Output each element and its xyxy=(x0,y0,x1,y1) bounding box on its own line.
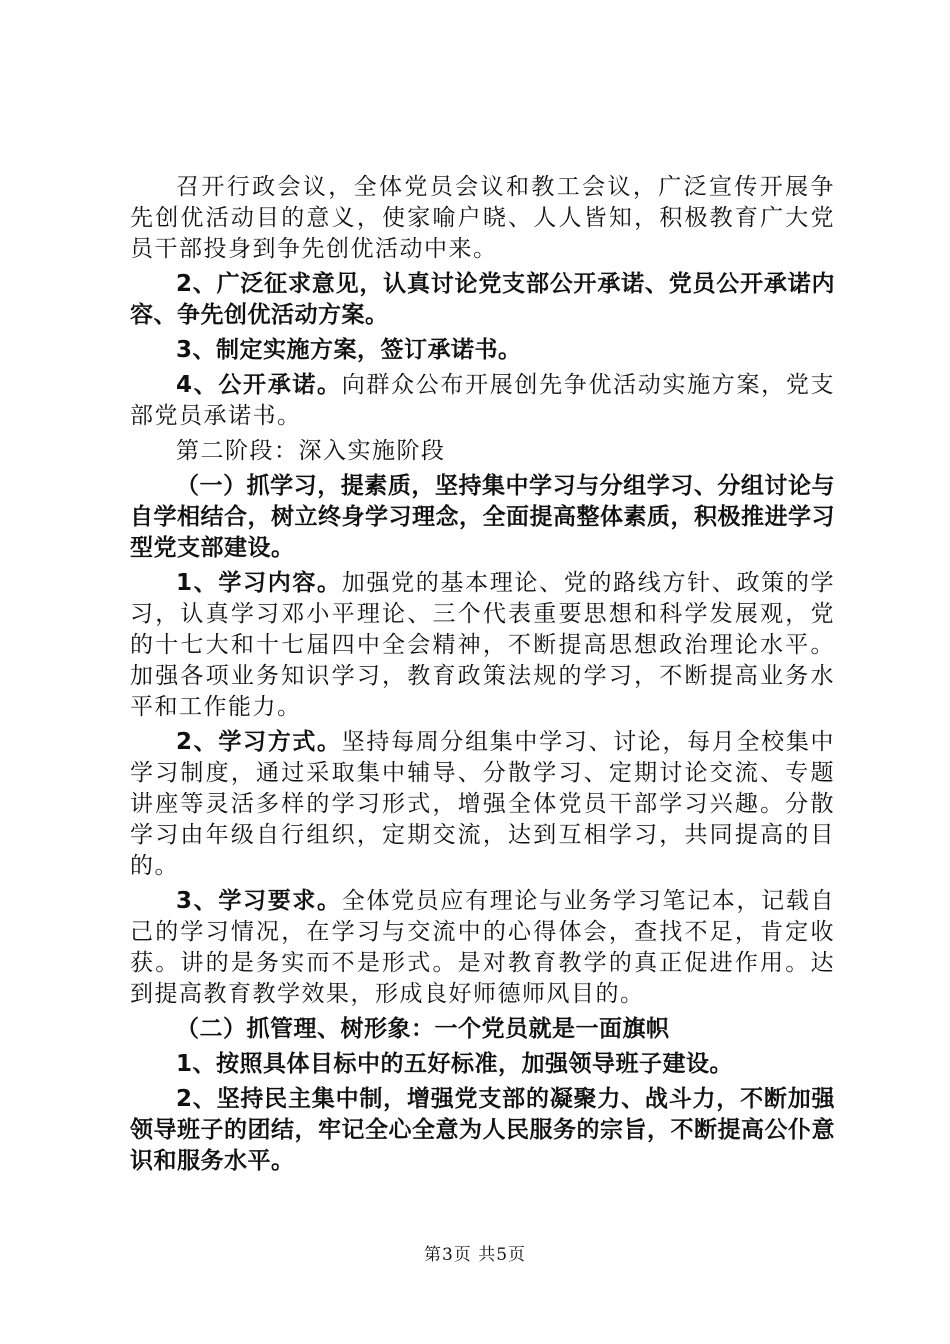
paragraph-text: 3、制定实施方案，签订承诺书。 xyxy=(176,337,522,363)
paragraph-democratic-centralism xyxy=(130,1084,835,1177)
document-body xyxy=(130,172,835,1181)
paragraph-solicit-opinions xyxy=(130,269,835,331)
paragraph-lead: 1、学习内容。 xyxy=(176,570,342,596)
paragraph-five-good-standard xyxy=(130,1049,835,1080)
paragraph-lead: 3、学习要求。 xyxy=(176,888,342,914)
paragraph-stage-two-heading xyxy=(130,436,835,467)
paragraph-public-commitment xyxy=(130,370,835,432)
paragraph-text: 向群众公布开展创先争优活动实施方案，党支部党员承诺书。 xyxy=(130,372,835,429)
paragraph-lead: 4、公开承诺。 xyxy=(176,372,342,398)
paragraph-implementation-plan xyxy=(130,335,835,366)
paragraph-lead: 2、学习方式。 xyxy=(176,729,342,755)
paragraph-study-section xyxy=(130,471,835,564)
paragraph-text: （一）抓学习，提素质，坚持集中学习与分组学习、分组讨论与自学相结合，树立终身学习理念，全面提高整体素质，积极推进学习型党支部建设。 xyxy=(130,473,835,561)
paragraph-text: 第二阶段：深入实施阶段 xyxy=(176,438,446,464)
paragraph-text: 全体党员应有理论与业务学习笔记本，记载自己的学习情况，在学习与交流中的心得体会，查找不足，肯定收获。讲的是务实而不是形式。是对教育教学的真正促进作用。达到提高教育教学效果，形成良好师德师风目的。 xyxy=(130,888,835,1007)
paragraph-text: 召开行政会议，全体党员会议和教工会议，广泛宣传开展争先创优活动目的意义，使家喻户晓、人人皆知，积极教育广大党员干部投身到争先创优活动中来。 xyxy=(130,174,835,262)
paragraph-text: 加强党的基本理论、党的路线方针、政策的学习，认真学习邓小平理论、三个代表重要思想和科学发展观，党的十七大和十七届四中全会精神，不断提高思想政治理论水平。加强各项业务知识学习，教育政策法规的学习，不断提高业务水平和工作能力。 xyxy=(130,570,835,720)
paragraph-study-method xyxy=(130,727,835,882)
paragraph-text: 2、坚持民主集中制，增强党支部的凝聚力、战斗力，不断加强领导班子的团结，牢记全心全意为人民服务的宗旨，不断提高公仆意识和服务水平。 xyxy=(130,1086,835,1174)
paragraph-management-section xyxy=(130,1014,835,1045)
paragraph-study-content xyxy=(130,568,835,723)
paragraph-study-requirements xyxy=(130,886,835,1010)
paragraph-text: 坚持每周分组集中学习、讨论，每月全校集中学习制度，通过采取集中辅导、分散学习、定期讨论交流、专题讲座等灵活多样的学习形式，增强全体党员干部学习兴趣。分散学习由年级自行组织，定期交流，达到互相学习，共同提高的目的。 xyxy=(130,729,835,879)
paragraph-text: （二）抓管理、树形象：一个党员就是一面旗帜 xyxy=(176,1016,670,1042)
page-number-footer: 第3页 共5页 xyxy=(423,1245,527,1265)
paragraph-text: 2、广泛征求意见，认真讨论党支部公开承诺、党员公开承诺内容、争先创优活动方案。 xyxy=(130,271,835,328)
paragraph-meeting xyxy=(130,172,835,265)
paragraph-text: 1、按照具体目标中的五好标准，加强领导班子建设。 xyxy=(176,1051,734,1077)
